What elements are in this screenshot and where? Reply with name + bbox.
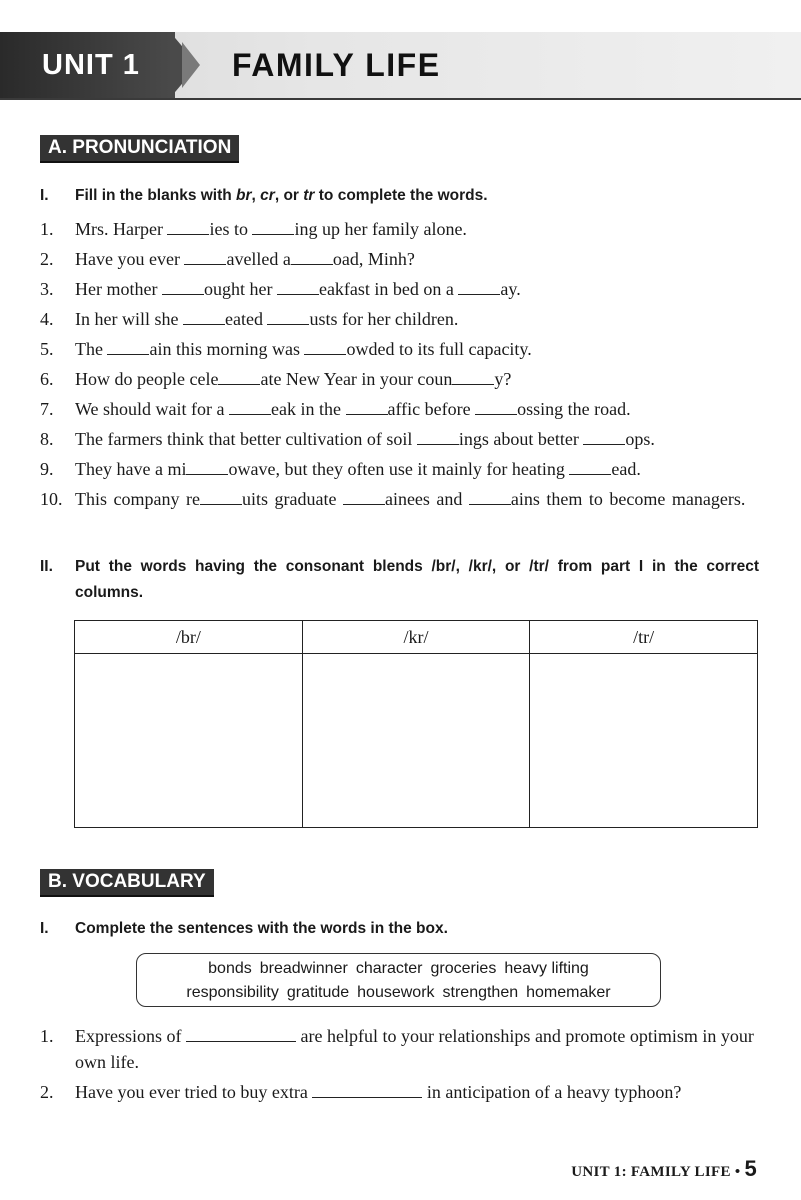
fill-blank[interactable] xyxy=(186,1025,296,1042)
exercise-a1-7: 7. We should wait for a eak in the affic before ossing the road. xyxy=(40,399,631,419)
exercise-a1-4: 4. In her will she eated usts for her children. xyxy=(40,309,459,329)
column-cell-tr[interactable] xyxy=(530,654,758,828)
exercise-b1-2: 2. Have you ever tried to buy extra in anticipation of a heavy typhoon? xyxy=(40,1082,682,1102)
fill-blank[interactable] xyxy=(475,398,517,415)
page-number: 5 xyxy=(744,1156,757,1181)
fill-blank[interactable] xyxy=(469,488,511,505)
exercise-a1-9: 9. They have a mi owave, but they often use it mainly for heating ead. xyxy=(40,459,641,479)
fill-blank[interactable] xyxy=(218,368,260,385)
exercise-a1-8: 8. The farmers think that better cultivation of soil ings about better ops. xyxy=(40,429,655,449)
exercise-a1-5: 5. The ain this morning was owded to its full capacity. xyxy=(40,339,532,359)
fill-blank[interactable] xyxy=(229,398,271,415)
footer-bullet: • xyxy=(734,1164,741,1180)
instruction-a2: II. Put the words having the consonant blends /br/, /kr/, or /tr/ from part I in the correct columns. xyxy=(40,558,759,601)
instruction-number: I. xyxy=(40,187,49,204)
page-footer xyxy=(571,1156,757,1182)
instruction-b1: I. Complete the sentences with the words in the box. xyxy=(40,920,448,937)
fill-blank[interactable] xyxy=(186,458,228,475)
unit-title: FAMILY LIFE xyxy=(232,47,441,83)
fill-blank[interactable] xyxy=(458,278,500,295)
column-cell-br[interactable] xyxy=(75,654,303,828)
exercise-a1-3: 3. Her mother ought her eakfast in bed on a ay. xyxy=(40,279,521,299)
fill-blank[interactable] xyxy=(417,428,459,445)
fill-blank[interactable] xyxy=(162,278,204,295)
fill-blank[interactable] xyxy=(343,488,385,505)
fill-blank[interactable] xyxy=(569,458,611,475)
fill-blank[interactable] xyxy=(346,398,388,415)
exercise-b1-1: 1. Expressions of are helpful to your relationships and promote optimism in your own life. xyxy=(40,1026,754,1072)
word-box-row: responsibility gratitude housework strengthen homemaker xyxy=(186,984,611,1001)
section-a-heading: A. PRONUNCIATION xyxy=(40,135,239,163)
exercise-a1-6: 6. How do people cele ate New Year in your coun y? xyxy=(40,369,512,389)
exercise-a1-2: 2. Have you ever avelled a oad, Minh? xyxy=(40,249,415,269)
fill-blank[interactable] xyxy=(252,218,294,235)
fill-blank[interactable] xyxy=(183,308,225,325)
fill-blank[interactable] xyxy=(312,1081,422,1098)
chevron-inner-icon xyxy=(182,42,200,88)
fill-blank[interactable] xyxy=(583,428,625,445)
column-cell-kr[interactable] xyxy=(302,654,530,828)
column-header-br: /br/ xyxy=(75,621,303,654)
fill-blank[interactable] xyxy=(200,488,242,505)
fill-blank[interactable] xyxy=(304,338,346,355)
fill-blank[interactable] xyxy=(184,248,226,265)
section-b-heading: B. VOCABULARY xyxy=(40,869,214,897)
column-header-tr: /tr/ xyxy=(530,621,758,654)
column-header-kr: /kr/ xyxy=(302,621,530,654)
instruction-a1: I. Fill in the blanks with br, cr, or tr to complete the words. xyxy=(40,183,759,209)
fill-blank[interactable] xyxy=(452,368,494,385)
unit-label: UNIT 1 xyxy=(0,32,175,98)
footer-label: UNIT 1: FAMILY LIFE xyxy=(571,1164,731,1180)
fill-blank[interactable] xyxy=(267,308,309,325)
consonant-blends-table xyxy=(74,620,758,828)
fill-blank[interactable] xyxy=(107,338,149,355)
word-box-row: bonds breadwinner character groceries heavy lifting xyxy=(208,960,589,977)
fill-blank[interactable] xyxy=(291,248,333,265)
unit-banner xyxy=(0,32,801,100)
fill-blank[interactable] xyxy=(277,278,319,295)
exercise-a1-10: 10. This company re uits graduate ainees and ains them to become managers. xyxy=(40,489,746,509)
word-box xyxy=(136,953,661,1007)
exercise-a1-1: 1. Mrs. Harper ies to ing up her family alone. xyxy=(40,219,467,239)
fill-blank[interactable] xyxy=(167,218,209,235)
